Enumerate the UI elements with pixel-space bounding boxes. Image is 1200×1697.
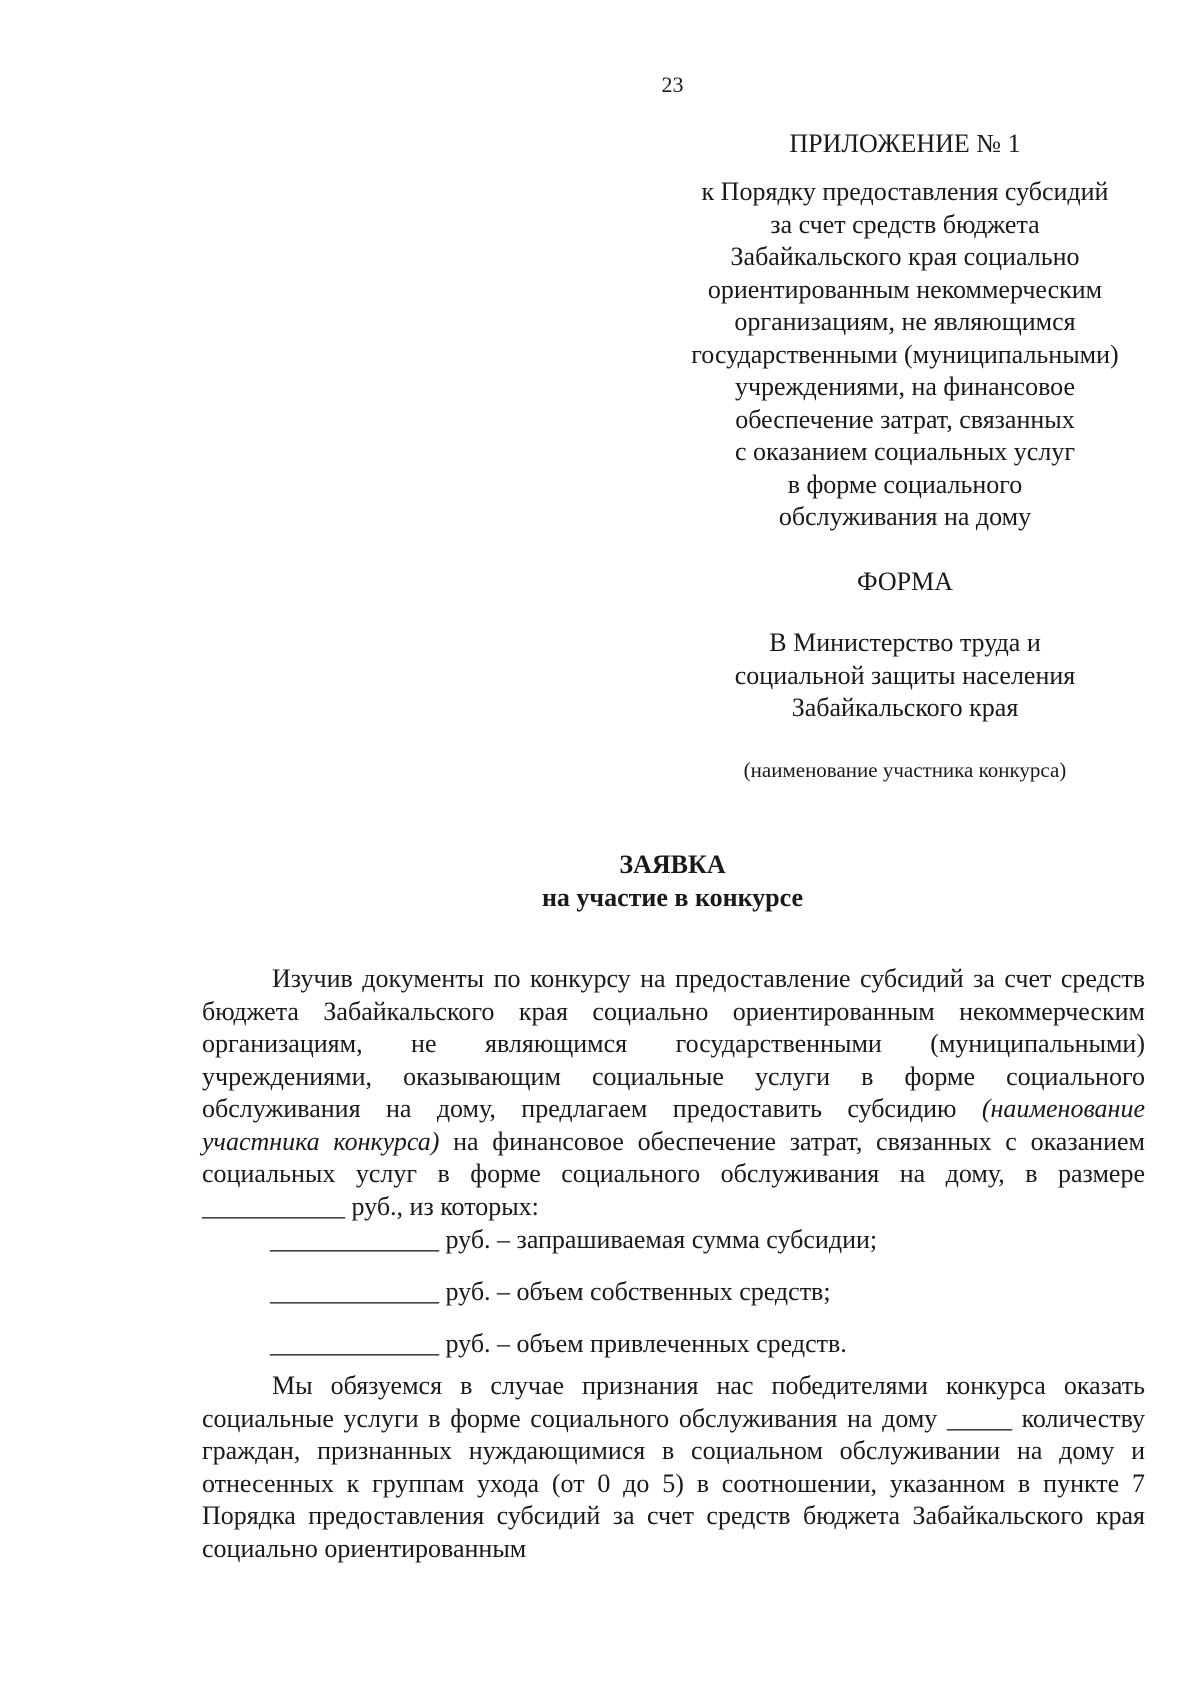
appendix-basis-line: к Порядку предоставления субсидий [701, 177, 1109, 206]
application-heading [200, 848, 1145, 914]
page-number: 23 [661, 72, 684, 97]
appendix-basis-line: с оказанием социальных услуг [735, 437, 1075, 466]
appendix-basis-line: обеспечение затрат, связанных [735, 404, 1075, 434]
addressee [670, 627, 1140, 725]
paragraph-text: количеству граждан, признанных нуждающимися в социальном обслуживании на дому и отнесенных к группам ухода (от 0 до 5) в соотношении, указанном в пункте 7 Порядка предоставления субсидий за счет средств бюджета Забайкальского края социально ориентированным [202, 1403, 1145, 1563]
paragraph-text: руб., из которых: [345, 1191, 539, 1221]
paragraph-application [202, 963, 1145, 1223]
appendix-basis-line: за счет средств бюджета [770, 209, 1040, 239]
paragraph-obligation [202, 1370, 1145, 1565]
amount-label: руб. – объем собственных средств; [439, 1277, 831, 1306]
appendix-basis-line: учреждениями, на финансовое [734, 372, 1076, 401]
total-amount-blank[interactable]: ___________ [202, 1191, 345, 1221]
amount-line-own [270, 1276, 1150, 1309]
amount-line-requested [270, 1224, 1150, 1257]
participant-name-placeholder: (наименование участника конкурса) [202, 1094, 1145, 1156]
own-funds-blank[interactable]: _____________ [270, 1277, 439, 1306]
appendix-basis-line: Забайкальского края социально [730, 242, 1080, 271]
paragraph-text: Изучив документы по конкурсу на предоставление субсидий за счет средств бюджета Забайкальского края социально ориентированным некоммерческим организациям, не являющимся государственными (муниципальными) учреждениями, оказывающим социальные услуги в форме социального обслуживания на дому, предлагаем предоставить субсидию [202, 964, 1145, 1123]
appendix-basis-line: организациям, не являющимся [734, 307, 1076, 336]
addressee-line: В Министерство труда и [769, 628, 1041, 657]
appendix-basis-line: обслуживания на дому [778, 502, 1032, 531]
citizens-count-blank[interactable]: _____ [946, 1403, 1012, 1433]
amount-label: руб. – запрашиваемая сумма субсидии; [439, 1225, 878, 1254]
appendix-title: ПРИЛОЖЕНИЕ № 1 [789, 129, 1021, 158]
requested-amount-blank[interactable]: _____________ [270, 1225, 439, 1254]
paragraph-text: Мы обязуемся в случае признания нас победителями конкурса оказать социальные услуги в форме социального обслуживания на дому [202, 1371, 1145, 1433]
form-label: ФОРМА [857, 567, 953, 596]
amount-line-attracted [270, 1328, 1150, 1361]
addressee-line: Забайкальского края [791, 693, 1019, 722]
attracted-funds-blank[interactable]: _____________ [270, 1329, 439, 1358]
appendix-basis-line: в форме социального [787, 469, 1023, 499]
paragraph-text: на финансовое обеспечение затрат, связанных с оказанием социальных услуг в форме социального обслуживания на дому, в размере [202, 1126, 1145, 1188]
appendix-basis [670, 176, 1140, 534]
addressee-line: социальной защиты населения [734, 660, 1076, 690]
participant-caption: (наименование участника конкурса) [743, 758, 1067, 782]
appendix-basis-line: ориентированным некоммерческим [707, 274, 1103, 304]
application-title: ЗАЯВКА [619, 850, 726, 879]
appendix-basis-line: государственными (муниципальными) [691, 339, 1119, 369]
amount-label: руб. – объем привлеченных средств. [439, 1329, 847, 1358]
application-subtitle: на участие в конкурсе [541, 883, 804, 912]
